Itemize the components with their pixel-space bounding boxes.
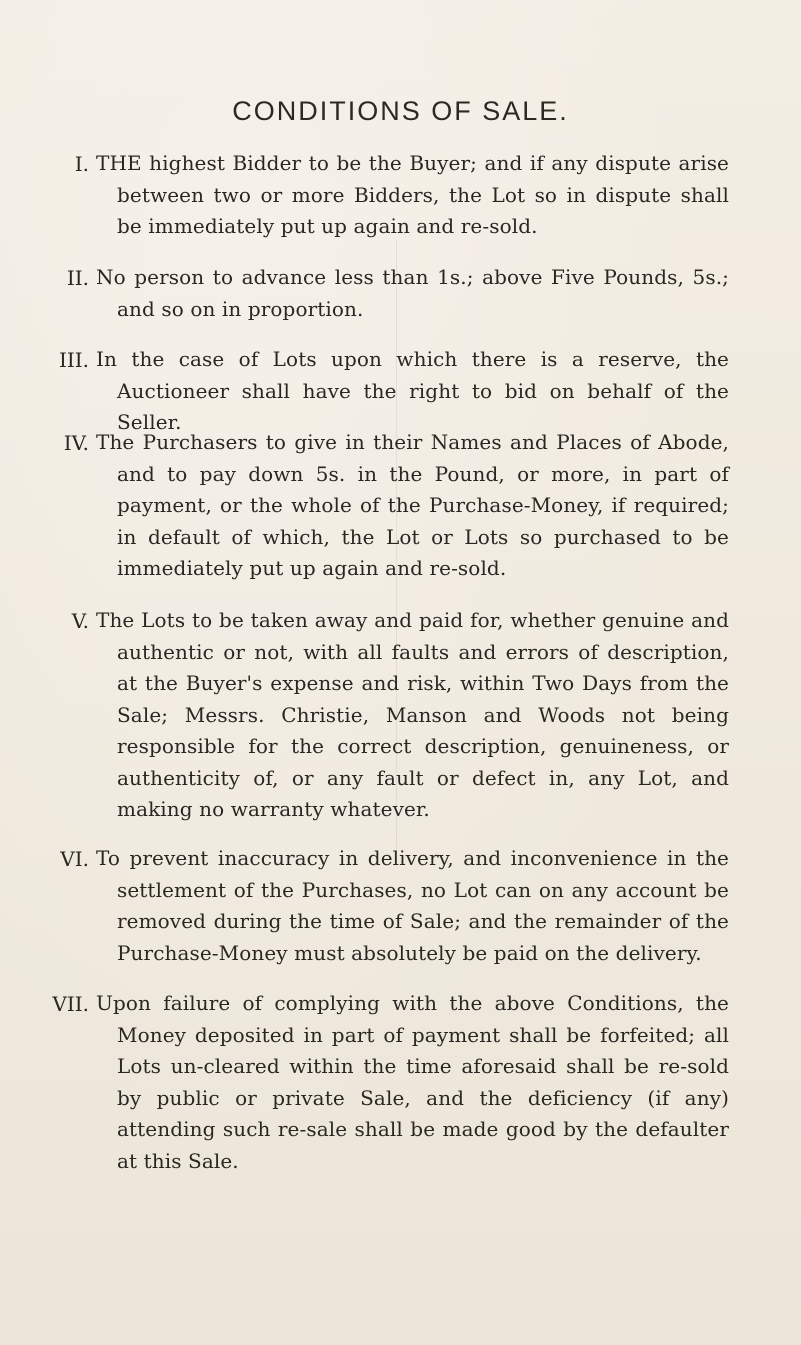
condition-text: The Purchasers to give in their Names and Places of Abode, and to pay down 5s. in the Pound, or more, in part of payment, or the whole of the Purchase-Money, if required; in default of which, the Lot or Lots so purchased to be immediately put up again and re-sold. (96, 430, 729, 580)
condition-text: THE highest Bidder to be the Buyer; and if any dispute arise between two or more Bidders, the Lot so in dispute shall be immediately put up again and re-sold. (96, 151, 729, 238)
condition-text: The Lots to be taken away and paid for, whether genuine and authentic or not, with all faults and errors of description, at the Buyer's expense and risk, within Two Days from the Sale; Messrs. Christie, Manson and Woods not being responsible for the correct description, genuineness, or authenticity of, or any fault or defect in, any Lot, and making no warranty whatever. (96, 608, 729, 821)
condition-text: No person to advance less than 1s.; above Five Pounds, 5s.; and so on in proportion. (96, 265, 729, 321)
condition-text: To prevent inaccuracy in delivery, and inconvenience in the settlement of the Purchases, no Lot can on any account be removed during the time of Sale; and the remainder of the Purchase-Money must absolutely be paid on the delivery. (96, 846, 729, 965)
condition-numeral: V. (71, 609, 89, 633)
condition-text: Upon failure of complying with the above Conditions, the Money deposited in part of payment shall be forfeited; all Lots un-cleared within the time aforesaid shall be re-sold by public or private Sale, and the deficiency (if any) attending such re-sale shall be made good by the defaulter at this Sale. (96, 991, 729, 1173)
condition-numeral: III. (58, 348, 89, 372)
condition-numeral: II. (66, 266, 89, 290)
condition-numeral: IV. (63, 431, 89, 455)
condition-numeral: VI. (60, 847, 89, 871)
page-title: CONDITIONS OF SALE. (232, 96, 569, 126)
condition-text: In the case of Lots upon which there is a reserve, the Auctioneer shall have the right to bid on behalf of the Seller. (96, 347, 729, 434)
condition-numeral: VII. (52, 992, 89, 1016)
condition-numeral: I. (74, 152, 89, 176)
